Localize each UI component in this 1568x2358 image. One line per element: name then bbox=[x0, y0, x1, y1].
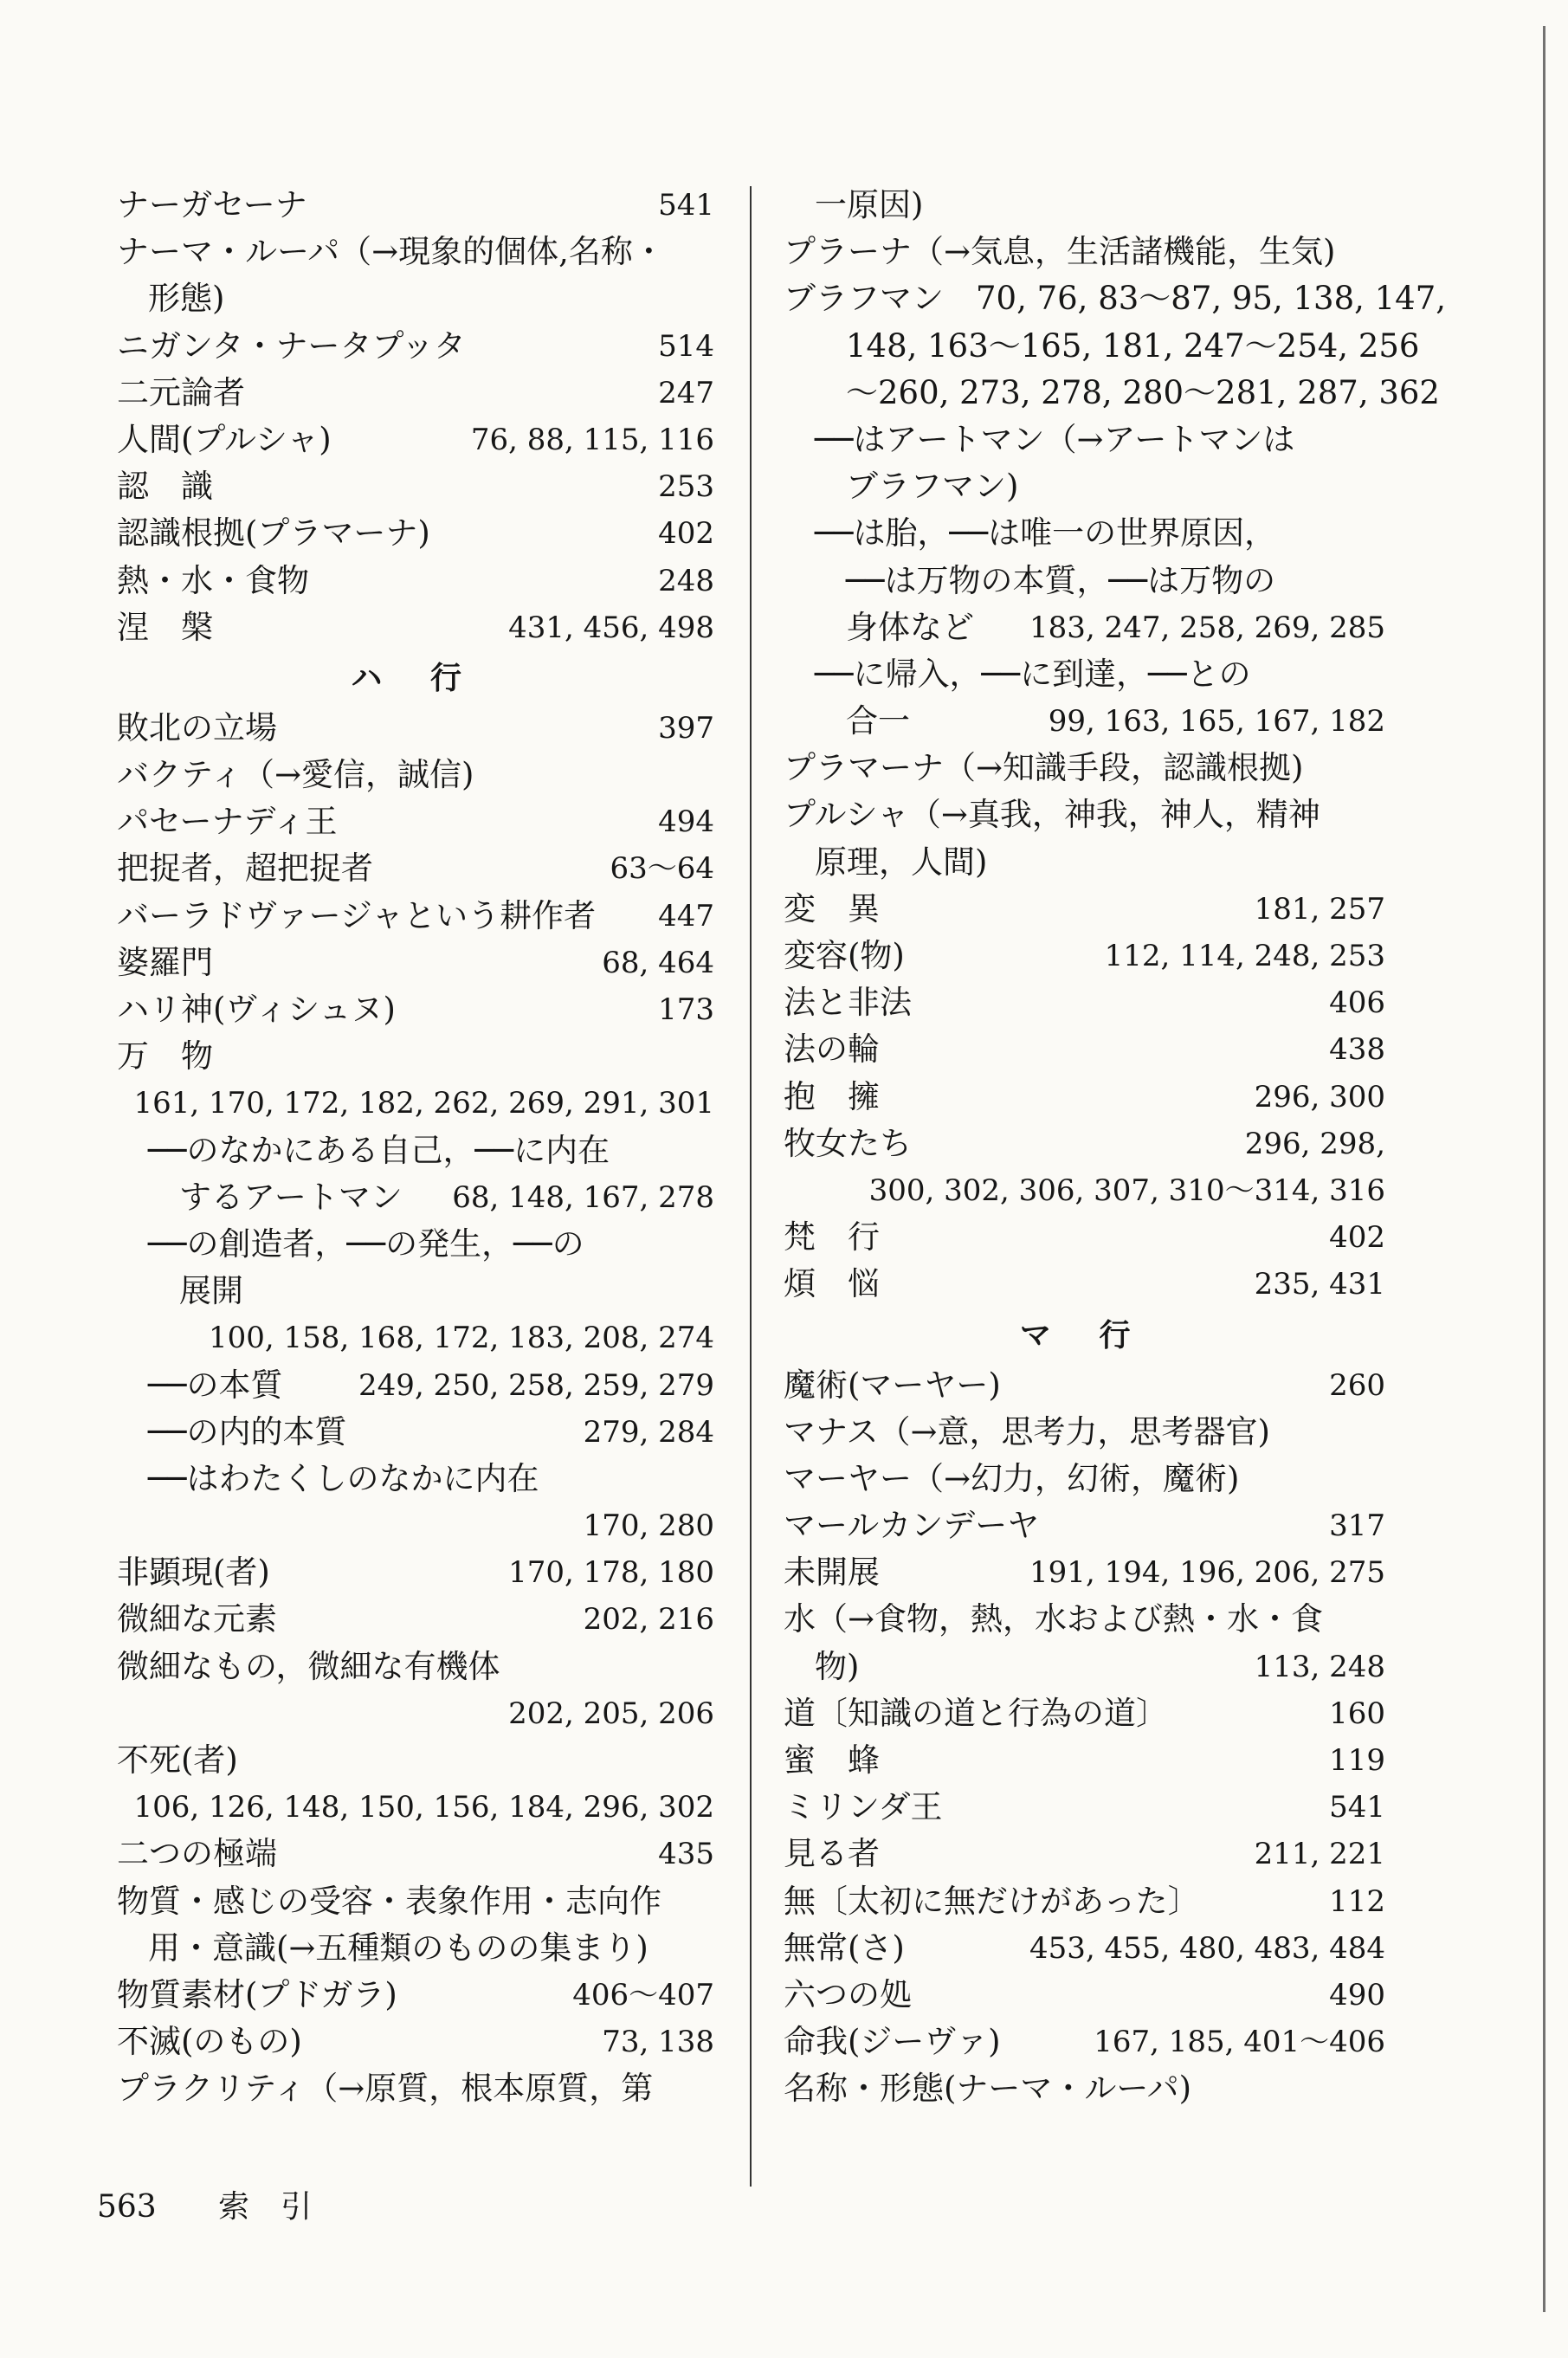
index-entry bbox=[784, 1784, 1385, 1831]
index-term: 物) bbox=[815, 1647, 860, 1685]
index-pages: 402 bbox=[1329, 1220, 1385, 1256]
index-entry bbox=[117, 1362, 714, 1409]
index-pages: 181, 257 bbox=[1254, 891, 1385, 927]
index-term: 抱 擁 bbox=[784, 1077, 880, 1115]
index-term: ブラフマン 70, 76, 83〜87, 95, 138, 147, bbox=[784, 280, 1447, 318]
index-term: マールカンデーヤ bbox=[784, 1507, 1040, 1545]
index-entry bbox=[784, 1167, 1385, 1214]
index-entry bbox=[117, 1409, 714, 1456]
index-pages: 296, 298, bbox=[1244, 1126, 1385, 1161]
index-term: 道〔知識の道と行為の道〕 bbox=[784, 1694, 1168, 1732]
index-entry bbox=[117, 229, 714, 275]
index-pages: 68, 148, 167, 278 bbox=[452, 1179, 714, 1215]
index-entry bbox=[117, 1502, 714, 1549]
index-term: 二つの極端 bbox=[117, 1835, 277, 1873]
index-term: 梵 行 bbox=[784, 1218, 880, 1257]
index-term: 名称・形態(ナーマ・ルーパ) bbox=[784, 2070, 1192, 2108]
index-entry bbox=[784, 1737, 1385, 1784]
index-entry bbox=[117, 604, 714, 651]
index-term: 六つの処 bbox=[784, 1975, 912, 2013]
index-entry bbox=[117, 1456, 714, 1502]
index-term: ──はわたくしのなかに内在 bbox=[148, 1459, 539, 1497]
index-pages: 260 bbox=[1329, 1367, 1385, 1403]
index-entry bbox=[784, 1690, 1385, 1737]
section-title: 索 引 bbox=[218, 2189, 313, 2225]
index-entry bbox=[784, 886, 1385, 933]
index-term: ナーマ・ルーパ（→現象的個体,名称・ bbox=[117, 233, 665, 271]
index-entry bbox=[784, 463, 1385, 510]
index-entry bbox=[117, 893, 714, 940]
index-entry bbox=[117, 558, 714, 604]
index-term: 不滅(のもの) bbox=[117, 2023, 302, 2061]
index-pages: 490 bbox=[1329, 1977, 1385, 2012]
index-term: 物質素材(プドガラ) bbox=[117, 1975, 397, 2013]
index-term: ──はアートマン（→アートマンは bbox=[815, 420, 1295, 458]
index-pages: 73, 138 bbox=[602, 2025, 714, 2060]
index-pages: 68, 464 bbox=[602, 945, 714, 980]
index-entry bbox=[784, 370, 1440, 417]
index-pages: 279, 284 bbox=[583, 1414, 714, 1450]
index-pages: 106, 126, 148, 150, 156, 184, 296, 302 bbox=[133, 1790, 714, 1825]
index-pages: 119 bbox=[1329, 1743, 1385, 1778]
index-pages: 541 bbox=[1329, 1790, 1385, 1825]
column-divider bbox=[750, 186, 752, 2187]
index-entry bbox=[784, 1502, 1385, 1549]
index-term: 未開展 bbox=[784, 1554, 880, 1592]
index-term: ──は万物の本質，──は万物の bbox=[846, 561, 1276, 599]
index-entry bbox=[117, 370, 714, 417]
index-pages: 431, 456, 498 bbox=[508, 610, 714, 645]
index-entry bbox=[784, 791, 1385, 838]
index-pages: 296, 300 bbox=[1254, 1079, 1385, 1114]
index-pages: 173 bbox=[658, 992, 714, 1027]
index-term: ──の本質 bbox=[148, 1366, 283, 1404]
index-term: 法の輪 bbox=[784, 1030, 880, 1069]
index-entry bbox=[784, 1074, 1385, 1121]
index-term: 見る者 bbox=[784, 1835, 880, 1873]
index-entry bbox=[784, 182, 1385, 229]
index-term: 認 識 bbox=[117, 468, 213, 506]
index-entry bbox=[784, 604, 1385, 651]
index-term: 人間(プルシャ) bbox=[117, 420, 332, 458]
index-term: 原理，人間) bbox=[815, 843, 988, 881]
index-entry bbox=[784, 1456, 1385, 1502]
index-entry bbox=[117, 1033, 714, 1080]
index-entry bbox=[117, 752, 714, 798]
index-entry bbox=[784, 1972, 1385, 2019]
index-term: 合一 bbox=[846, 702, 910, 740]
section-heading: ハ 行 bbox=[351, 659, 481, 696]
index-pages: 170, 280 bbox=[583, 1508, 714, 1544]
index-entry bbox=[117, 1221, 714, 1268]
index-pages: 160 bbox=[1329, 1696, 1385, 1731]
index-entry bbox=[117, 463, 714, 510]
index-entry bbox=[117, 417, 714, 463]
index-entry bbox=[784, 745, 1385, 791]
index-term: マナス（→意，思考力，思考器官) bbox=[784, 1412, 1270, 1450]
index-pages: 191, 194, 196, 206, 275 bbox=[1029, 1555, 1385, 1591]
index-entry bbox=[784, 275, 1447, 322]
index-entry bbox=[117, 1972, 714, 2019]
index-pages: 202, 216 bbox=[583, 1602, 714, 1638]
index-term: 法と非法 bbox=[784, 984, 912, 1022]
index-entry bbox=[784, 1362, 1385, 1409]
index-entry bbox=[784, 979, 1385, 1026]
index-entry bbox=[117, 1315, 714, 1361]
index-pages: 253 bbox=[658, 469, 714, 505]
index-term: 涅 槃 bbox=[117, 608, 213, 646]
index-term: 不死(者) bbox=[117, 1741, 238, 1779]
index-term: マーヤー（→幻力，幻術，魔術) bbox=[784, 1459, 1240, 1497]
index-entry bbox=[784, 1925, 1385, 1972]
index-term: 身体など bbox=[846, 608, 974, 646]
index-entry bbox=[784, 1121, 1385, 1167]
index-entry bbox=[784, 417, 1385, 463]
index-pages: 494 bbox=[658, 804, 714, 840]
index-entry bbox=[784, 229, 1385, 275]
index-term: 牧女たち bbox=[784, 1124, 912, 1162]
index-term: 水（→食物，熱，水および熱・水・食 bbox=[784, 1600, 1324, 1638]
index-term: ──の創造者，──の発生，──の bbox=[148, 1224, 584, 1263]
index-entry bbox=[784, 2065, 1385, 2112]
index-pages: 202, 205, 206 bbox=[508, 1696, 714, 1731]
index-entry bbox=[117, 845, 714, 892]
index-entry bbox=[784, 1644, 1385, 1690]
index-term: ──のなかにある自己，──に内在 bbox=[148, 1131, 610, 1169]
index-pages: 249, 250, 258, 259, 279 bbox=[358, 1367, 714, 1403]
index-term: 認識根拠(プラマーナ) bbox=[117, 514, 430, 552]
index-entry bbox=[784, 1026, 1385, 1073]
index-term: 微細な元素 bbox=[117, 1600, 277, 1638]
index-pages: 317 bbox=[1329, 1508, 1385, 1544]
index-term: 変容(物) bbox=[784, 937, 905, 974]
index-pages: 76, 88, 115, 116 bbox=[470, 422, 714, 457]
index-entry bbox=[117, 275, 714, 322]
index-term: 変 異 bbox=[784, 889, 880, 927]
page-edge-shadow bbox=[1543, 26, 1552, 2312]
index-entry bbox=[117, 1549, 714, 1596]
index-pages: 447 bbox=[658, 898, 714, 934]
index-entry bbox=[117, 986, 714, 1033]
index-pages: 112, 114, 248, 253 bbox=[1104, 939, 1385, 973]
index-term: 万 物 bbox=[117, 1037, 213, 1076]
index-term: プラクリティ（→原質，根本原質，第 bbox=[117, 2070, 654, 2108]
index-pages: 183, 247, 258, 269, 285 bbox=[1029, 610, 1385, 645]
page-number: 563 bbox=[97, 2189, 157, 2225]
index-pages: 112 bbox=[1329, 1883, 1385, 1919]
index-entry bbox=[117, 1925, 714, 1972]
index-entry bbox=[117, 705, 714, 752]
index-term: 展開 bbox=[179, 1272, 243, 1310]
index-entry bbox=[117, 1690, 714, 1737]
index-entry bbox=[784, 1261, 1385, 1308]
index-pages: 300, 302, 306, 307, 310〜314, 316 bbox=[868, 1173, 1385, 1208]
index-entry bbox=[117, 182, 714, 229]
index-term: 無〔太初に無だけがあった〕 bbox=[784, 1882, 1200, 1920]
index-term: プルシャ（→真我，神我，神人，精神 bbox=[784, 796, 1320, 834]
index-entry bbox=[784, 510, 1385, 557]
index-entry bbox=[117, 1268, 714, 1315]
index-entry bbox=[784, 1409, 1385, 1456]
page-footer bbox=[97, 2182, 364, 2226]
index-entry bbox=[117, 1644, 714, 1690]
index-term: 用・意識(→五種類のものの集まり) bbox=[148, 1928, 648, 1967]
index-entry bbox=[784, 933, 1385, 979]
index-entry bbox=[117, 940, 714, 986]
index-entry bbox=[117, 798, 714, 845]
index-term: 微細なもの，微細な有機体 bbox=[117, 1647, 500, 1685]
index-pages: 406 bbox=[1329, 985, 1385, 1021]
index-term: 一原因) bbox=[815, 186, 924, 223]
index-term: 形態) bbox=[148, 280, 225, 318]
index-pages: 514 bbox=[658, 328, 714, 364]
index-entry bbox=[117, 510, 714, 557]
index-entry bbox=[117, 1784, 714, 1831]
index-term: 敗北の立場 bbox=[117, 708, 277, 746]
index-pages: 402 bbox=[658, 516, 714, 552]
index-pages: 113, 248 bbox=[1254, 1649, 1385, 1684]
index-term: 148, 163〜165, 181, 247〜254, 256 bbox=[846, 326, 1420, 365]
section-heading: マ 行 bbox=[1019, 1316, 1150, 1353]
index-term: バーラドヴァージャという耕作者 bbox=[117, 896, 597, 934]
index-term: 非顕現(者) bbox=[117, 1554, 270, 1592]
index-entry bbox=[117, 1080, 714, 1127]
index-term: 熱・水・食物 bbox=[117, 561, 309, 599]
index-pages: 170, 178, 180 bbox=[508, 1555, 714, 1591]
index-entry bbox=[784, 1214, 1385, 1261]
index-entry bbox=[117, 1127, 714, 1174]
index-pages: 406〜407 bbox=[572, 1977, 714, 2012]
index-entry bbox=[117, 2019, 714, 2065]
index-column-right bbox=[784, 182, 1447, 2113]
index-column-left bbox=[117, 182, 714, 2113]
index-term: 物質・感じの受容・表象作用・志向作 bbox=[117, 1882, 661, 1920]
index-term: ミリンダ王 bbox=[784, 1788, 943, 1826]
index-term: 命我(ジーヴァ) bbox=[784, 2023, 1001, 2061]
index-entry bbox=[117, 1831, 714, 1877]
index-term: ──は胎，──は唯一の世界原因， bbox=[815, 514, 1277, 552]
index-entry bbox=[117, 2065, 714, 2112]
index-term: ブラフマン) bbox=[846, 468, 1019, 506]
index-term: 二元論者 bbox=[117, 373, 245, 411]
index-term: 無常(さ) bbox=[784, 1928, 905, 1967]
index-pages: 247 bbox=[658, 375, 714, 410]
index-pages: 63〜64 bbox=[610, 851, 714, 887]
index-pages: 397 bbox=[658, 710, 714, 746]
index-entry bbox=[784, 1831, 1385, 1877]
index-term: 〜260, 273, 278, 280〜281, 287, 362 bbox=[846, 373, 1440, 411]
index-term: ナーガセーナ bbox=[117, 186, 307, 223]
index-term: 魔術(マーヤー) bbox=[784, 1366, 1001, 1404]
index-term: ニガンタ・ナータプッタ bbox=[117, 326, 466, 365]
index-pages: 167, 185, 401〜406 bbox=[1094, 2025, 1385, 2060]
index-term: 煩 悩 bbox=[784, 1265, 880, 1303]
index-pages: 161, 170, 172, 182, 262, 269, 291, 301 bbox=[133, 1086, 714, 1121]
index-term: ──の内的本質 bbox=[148, 1412, 347, 1450]
index-term: バクティ（→愛信，誠信) bbox=[117, 756, 474, 794]
index-entry bbox=[117, 323, 714, 370]
index-term: 蜜 蜂 bbox=[784, 1741, 880, 1779]
index-pages: 211, 221 bbox=[1254, 1837, 1385, 1872]
index-term: 把捉者，超把捉者 bbox=[117, 850, 373, 888]
index-pages: 541 bbox=[658, 188, 714, 223]
index-term: 婆羅門 bbox=[117, 943, 213, 981]
index-term: プラーナ（→気息，生活諸機能，生気) bbox=[784, 233, 1336, 271]
index-entry bbox=[784, 839, 1385, 886]
index-pages: 248 bbox=[658, 563, 714, 598]
index-pages: 438 bbox=[1329, 1032, 1385, 1068]
index-pages: 100, 158, 168, 172, 183, 208, 274 bbox=[209, 1321, 714, 1356]
index-entry bbox=[784, 1596, 1385, 1643]
index-entry bbox=[784, 651, 1385, 698]
index-entry bbox=[117, 1878, 714, 1925]
index-entry bbox=[784, 323, 1420, 370]
index-pages: 235, 431 bbox=[1254, 1267, 1385, 1302]
index-entry bbox=[784, 698, 1385, 745]
index-entry bbox=[117, 1737, 714, 1784]
index-entry bbox=[117, 1596, 714, 1643]
index-term: プラマーナ（→知識手段，認識根拠) bbox=[784, 749, 1304, 787]
index-entry bbox=[784, 1549, 1385, 1596]
index-entry bbox=[117, 1174, 714, 1221]
index-term: パセーナディ王 bbox=[117, 803, 338, 841]
index-pages: 99, 163, 165, 167, 182 bbox=[1048, 704, 1385, 740]
index-term: ──に帰入，──に到達，──との bbox=[815, 655, 1251, 693]
index-entry bbox=[784, 2019, 1385, 2065]
index-pages: 453, 455, 480, 483, 484 bbox=[1029, 1930, 1385, 1966]
index-pages: 435 bbox=[658, 1837, 714, 1872]
index-term: するアートマン bbox=[179, 1178, 403, 1216]
index-term: ハリ神(ヴィシュヌ) bbox=[117, 991, 396, 1028]
index-entry bbox=[784, 558, 1385, 604]
index-entry bbox=[784, 1878, 1385, 1925]
